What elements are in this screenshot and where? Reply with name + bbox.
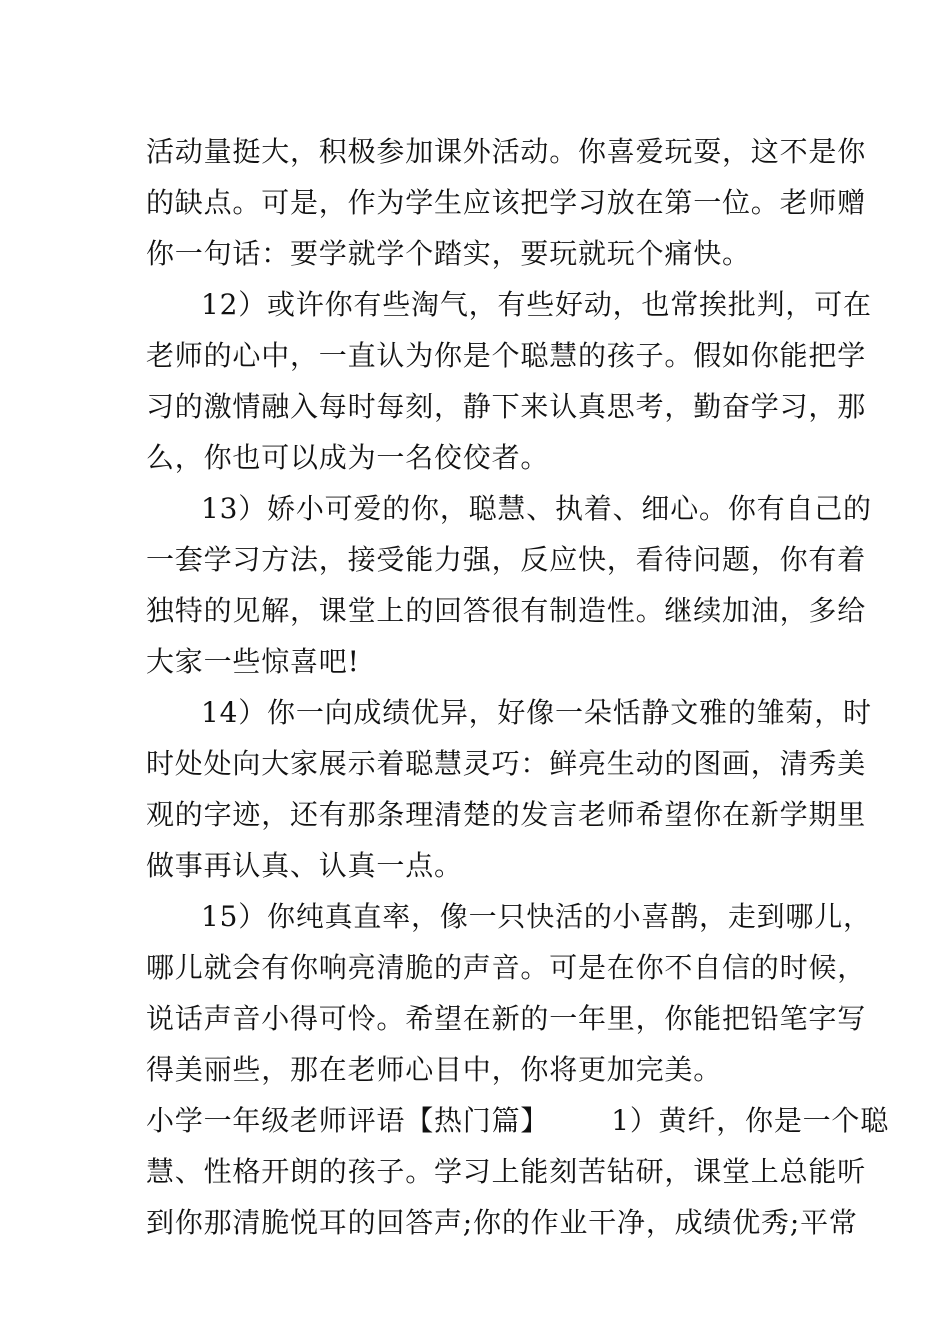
document-body bbox=[146, 126, 890, 1248]
paragraph-start-line: 12）或许你有些淘气，有些好动，也常挨批判，可在 bbox=[201, 288, 872, 321]
paragraph-start-line: 13）娇小可爱的你，聪慧、执着、细心。你有自己的 bbox=[201, 492, 872, 525]
text-line: 大家一些惊喜吧! bbox=[146, 645, 360, 678]
text-line: 独特的见解，课堂上的回答很有制造性。继续加油，多给 bbox=[146, 594, 867, 627]
text-line: 你一句话：要学就学个踏实，要玩就玩个痛快。 bbox=[146, 237, 751, 270]
text-line: 哪儿就会有你响亮清脆的声音。可是在你不自信的时候， bbox=[146, 951, 867, 984]
text-line: 么，你也可以成为一名佼佼者。 bbox=[146, 441, 550, 474]
text-line: 的缺点。可是，作为学生应该把学习放在第一位。老师赠 bbox=[146, 186, 867, 219]
heading-continuation: 1）黄纤，你是一个聪 bbox=[611, 1104, 890, 1137]
section-heading: 小学一年级老师评语【热门篇】 bbox=[146, 1104, 550, 1137]
text-line: 得美丽些，那在老师心目中，你将更加完美。 bbox=[146, 1053, 723, 1086]
paragraph-start-line: 14）你一向成绩优异，好像一朵恬静文雅的雏菊，时 bbox=[201, 696, 872, 729]
text-line: 做事再认真、认真一点。 bbox=[146, 849, 463, 882]
text-line: 时处处向大家展示着聪慧灵巧：鲜亮生动的图画，清秀美 bbox=[146, 747, 867, 780]
text-line: 活动量挺大，积极参加课外活动。你喜爱玩耍，这不是你 bbox=[146, 135, 867, 168]
text-line: 老师的心中，一直认为你是个聪慧的孩子。假如你能把学 bbox=[146, 339, 867, 372]
text-line: 说话声音小得可怜。希望在新的一年里，你能把铅笔字写 bbox=[146, 1002, 867, 1035]
text-line: 习的激情融入每时每刻，静下来认真思考，勤奋学习，那 bbox=[146, 390, 867, 423]
text-line: 慧、性格开朗的孩子。学习上能刻苦钻研，课堂上总能听 bbox=[146, 1155, 867, 1188]
text-line: 一套学习方法，接受能力强，反应快，看待问题，你有着 bbox=[146, 543, 867, 576]
section-heading-line bbox=[146, 1095, 890, 1146]
text-line: 观的字迹，还有那条理清楚的发言老师希望你在新学期里 bbox=[146, 798, 867, 831]
paragraph-start-line: 15）你纯真直率，像一只快活的小喜鹊，走到哪儿， bbox=[201, 900, 872, 933]
text-line: 到你那清脆悦耳的回答声;你的作业干净，成绩优秀;平常 bbox=[146, 1206, 858, 1239]
